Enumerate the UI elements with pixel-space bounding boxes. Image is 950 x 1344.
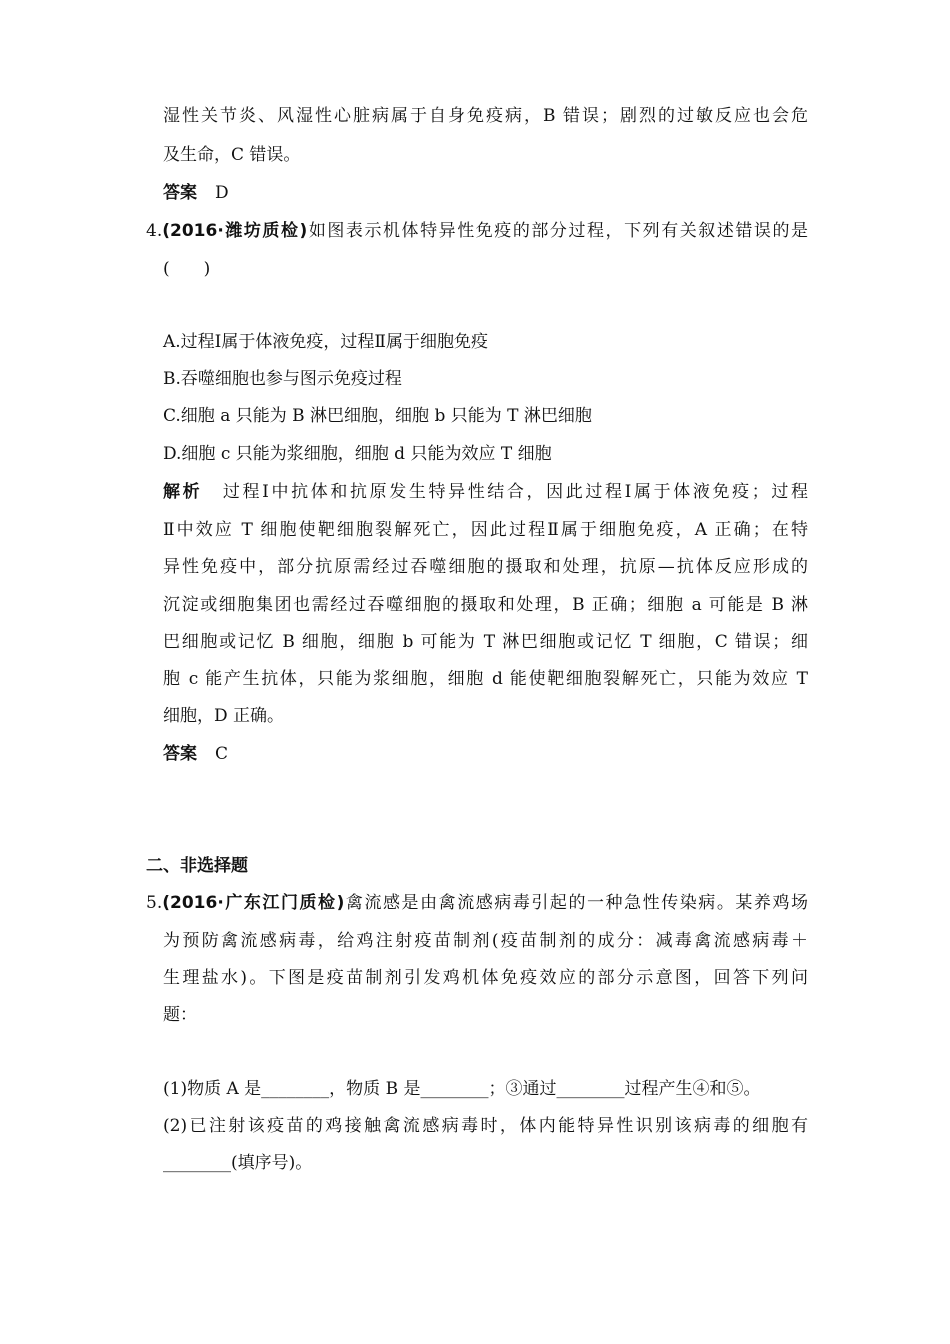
analysis-line: 胞 c 能产生抗体，只能为浆细胞，细胞 d 能使靶细胞裂解死亡，只能为效应 T [163,669,808,689]
sub-question-2: (2)已注射该疫苗的鸡接触禽流感病毒时，体内能特异性识别该病毒的细胞有 [163,1116,808,1136]
question-source: (2016·广东江门质检) [162,893,345,913]
question-5-stem [146,893,808,913]
option-d: D.细胞 c 只能为浆细胞，细胞 d 只能为效应 T 细胞 [163,444,552,464]
analysis-line [163,482,808,502]
question-source: (2016·潍坊质检) [162,221,308,241]
sub-question-1: (1)物质 A 是________，物质 B 是________；③通过________过程产生④和⑤。 [163,1079,761,1099]
question-number: 5. [146,893,163,913]
option-a: A.过程Ⅰ属于体液免疫，过程Ⅱ属于细胞免疫 [163,332,488,352]
question-stem-line: 生理盐水)。下图是疫苗制剂引发鸡机体免疫效应的部分示意图，回答下列问 [163,968,808,988]
question-stem-line: 题： [163,1005,197,1025]
answer-line [163,744,228,764]
analysis-text: 过程Ⅰ中抗体和抗原发生特异性结合，因此过程Ⅰ属于体液免疫；过程 [220,482,808,502]
question-stem-line: 为预防禽流感病毒，给鸡注射疫苗制剂(疫苗制剂的成分：减毒禽流感病毒＋ [163,931,808,951]
option-c: C.细胞 a 只能为 B 淋巴细胞，细胞 b 只能为 T 淋巴细胞 [163,406,592,426]
section-title: 二、非选择题 [146,856,248,876]
analysis-line: 异性免疫中，部分抗原需经过吞噬细胞的摄取和处理，抗原—抗体反应形成的 [163,557,808,577]
answer-line [163,183,229,203]
answer-label: 答案 [163,183,197,203]
answer-value: C [215,744,229,764]
answer-label: 答案 [163,744,197,764]
question-stem: 如图表示机体特异性免疫的部分过程，下列有关叙述错误的是 [307,221,809,241]
sub-question-2-cont: ________(填序号)。 [163,1153,313,1173]
option-b: B.吞噬细胞也参与图示免疫过程 [163,369,402,389]
question-number: 4. [146,221,163,241]
answer-blank: ( ) [163,259,211,279]
analysis-line: Ⅱ中效应 T 细胞使靶细胞裂解死亡，因此过程Ⅱ属于细胞免疫，A 正确；在特 [163,520,808,540]
paragraph-line: 湿性关节炎、风湿性心脏病属于自身免疫病，B 错误；剧烈的过敏反应也会危 [163,106,808,126]
paragraph-line: 及生命，C 错误。 [163,145,301,165]
question-stem: 禽流感是由禽流感病毒引起的一种急性传染病。某养鸡场 [344,893,809,913]
analysis-line: 沉淀或细胞集团也需经过吞噬细胞的摄取和处理，B 正确；细胞 a 可能是 B 淋 [163,595,808,615]
analysis-line: 巴细胞或记忆 B 细胞，细胞 b 可能为 T 淋巴细胞或记忆 T 细胞，C 错误；细 [163,632,808,652]
analysis-label: 解析 [163,482,203,502]
answer-value: D [215,183,229,203]
analysis-line: 细胞，D 正确。 [163,706,285,726]
question-4-stem [146,221,808,241]
